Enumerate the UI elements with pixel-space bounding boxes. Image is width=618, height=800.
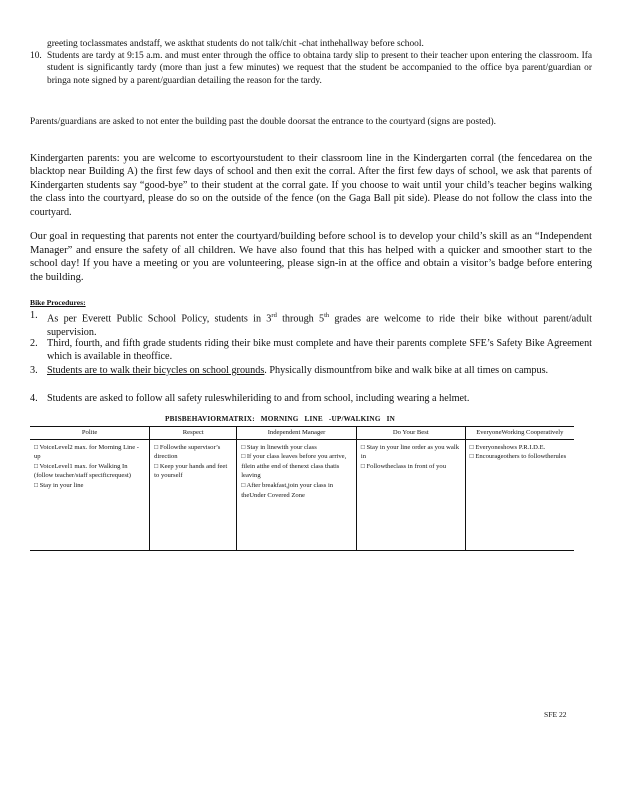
matrix-header-independent-manager: Independent Manager xyxy=(237,427,357,440)
matrix-list-item xyxy=(361,443,461,462)
kindergarten-paragraph: Kindergarten parents: you are welcome to escortyourstudent to their classroom line in the Kindergarten corral (the fencedarea on the blacktop near Building A) the first few days of school and then exit the corral. After the first few days of school, we ask that parents of Kindergarten students say “good-bye” to their student at the corral gate. If you choose to wait until your child’s teacher begins walking the class into the courtyard, please do so on the outside of the fence (on the Gaga Ball pit side). Please do not follow the class into the courtyard. xyxy=(30,153,592,218)
item-text: Third, fourth, and fifth grade students riding their bike must complete and have their parents complete SFE’s Safety Bike Agreement which is available in theoffice. xyxy=(47,338,592,363)
item-text xyxy=(47,309,592,339)
matrix-list-item xyxy=(241,452,352,481)
item-text-part: grades are welcome to ride their bike without parent/adult supervision. xyxy=(47,313,592,338)
matrix-list-item xyxy=(154,462,232,481)
matrix-item-text: Followtheclass in front of you xyxy=(366,462,446,470)
matrix-cell-everyone-working xyxy=(465,439,574,550)
item-number: 1. xyxy=(30,310,38,321)
checkbox-bullet-icon: □ xyxy=(154,462,159,470)
matrix-item-text: Stay in linewith your class xyxy=(246,443,317,451)
matrix-item-text: Everyoneshows P.R.I.D.E. xyxy=(475,443,546,451)
item-number: 2. xyxy=(30,338,38,349)
checkbox-bullet-icon: □ xyxy=(34,481,38,489)
matrix-header-respect: Respect xyxy=(150,427,237,440)
matrix-item-text: Stay in your line xyxy=(39,481,84,489)
matrix-list-item xyxy=(361,462,461,472)
matrix-list-item xyxy=(34,481,145,491)
item-number: 4. xyxy=(30,393,38,404)
checkbox-bullet-icon: □ xyxy=(34,443,38,451)
checkbox-bullet-icon: □ xyxy=(469,443,474,451)
bike-item-2 xyxy=(30,337,592,363)
matrix-item-text: If your class leaves before you arrive, filein atthe end of thenext class thatis leaving xyxy=(241,453,347,480)
matrix-body-row xyxy=(30,439,574,550)
matrix-cell-do-your-best xyxy=(356,439,465,550)
checkbox-bullet-icon: □ xyxy=(360,443,365,451)
checkbox-bullet-icon: □ xyxy=(241,453,246,461)
matrix-cell-independent-manager xyxy=(237,439,357,550)
checkbox-bullet-icon: □ xyxy=(360,462,365,470)
matrix-list-item xyxy=(241,481,352,500)
matrix-cell-respect xyxy=(150,439,237,550)
matrix-item-text: Keep your hands and feet to yourself xyxy=(154,462,228,480)
item-text-part: As per Everett Public School Policy, students in 3 xyxy=(47,313,272,325)
page-footer: SFE 22 xyxy=(544,710,567,719)
checkbox-bullet-icon: □ xyxy=(241,481,246,489)
matrix-list-item xyxy=(154,443,232,462)
tardy-rule-item xyxy=(30,50,592,87)
matrix-item-text: VoiceLevel1 max. for Walking In (follow teacher/staff specificrequest) xyxy=(34,462,131,480)
matrix-item-text: Followthe supervisor’s direction xyxy=(154,443,221,461)
checkbox-bullet-icon: □ xyxy=(34,462,38,470)
ordinal-suffix: rd xyxy=(271,312,277,319)
parents-guardians-paragraph: Parents/guardians are asked to not enter the building past the double doorsat the entrance to the courtyard (signs are posted). xyxy=(30,117,497,127)
matrix-header-do-your-best: Do Your Best xyxy=(356,427,465,440)
matrix-header-row xyxy=(30,427,574,440)
goal-paragraph: Our goal in requesting that parents not enter the courtyard/building before school is to develop your child’s skill as an “Independent Manager” and ensure the safety of all children. We have also found that this has helped with a quicker and smoother start to the school day! If you have a meeting or you are volunteering, please sign-in at the office and obtain a visitor’s badge before entering the building. xyxy=(30,231,592,283)
item-number: 10. xyxy=(30,51,42,61)
checkbox-bullet-icon: □ xyxy=(154,443,159,451)
bike-procedures-heading: Bike Procedures: xyxy=(30,298,86,307)
continued-item-fragment: greeting toclassmates andstaff, we askthat students do not talk/chit -chat inthehallway before school. xyxy=(47,39,424,49)
matrix-list-item xyxy=(34,462,145,481)
matrix-item-text: VoiceLevel2 max. for Morning Line -up xyxy=(34,443,140,461)
underlined-rule: Students are to walk their bicycles on school grounds xyxy=(47,365,265,376)
matrix-list-item xyxy=(470,443,570,453)
pbis-behavior-matrix xyxy=(30,426,574,551)
item-text-part: . Physically dismountfrom bike and walk bike at all times on campus. xyxy=(264,365,549,376)
matrix-item-text: After breakfast,join your class in theUnder Covered Zone xyxy=(241,481,334,499)
matrix-title: PBISBEHAVIORMATRIX: MORNING LINE -UP/WALKING IN xyxy=(165,415,395,423)
item-number: 3. xyxy=(30,365,38,376)
matrix-list-item xyxy=(241,443,352,453)
matrix-list-item xyxy=(470,452,570,462)
matrix-item-text: Encourageothers to followtherules xyxy=(475,453,567,461)
matrix-cell-polite xyxy=(30,439,150,550)
ordinal-suffix: th xyxy=(324,312,330,319)
matrix-item-text: Stay in your line order as you walk in xyxy=(360,443,459,461)
item-text-part: through 5 xyxy=(276,313,325,325)
checkbox-bullet-icon: □ xyxy=(241,443,246,451)
checkbox-bullet-icon: □ xyxy=(469,453,474,461)
matrix-header-everyone-working: EveryoneWorking Cooperatively xyxy=(465,427,574,440)
item-text: Students are asked to follow all safety ruleswhileriding to and from school, including wearing a helmet. xyxy=(47,393,470,404)
bike-item-4 xyxy=(30,392,592,405)
item-text: Students are tardy at 9:15 a.m. and must enter through the office to obtaina tardy slip to present to their teacher upon entering the classroom. Ifa student is significantly tardy (more than just a few minutes) we request that the student be accompanied to the office bya parent/guardian or bringa note signed by a parent/guardian detailing the reason for the tardy. xyxy=(47,51,592,86)
bike-item-1 xyxy=(30,309,592,339)
matrix-list-item xyxy=(34,443,145,462)
matrix-header-polite: Polite xyxy=(30,427,150,440)
item-text xyxy=(47,364,592,377)
bike-item-3 xyxy=(30,364,592,377)
